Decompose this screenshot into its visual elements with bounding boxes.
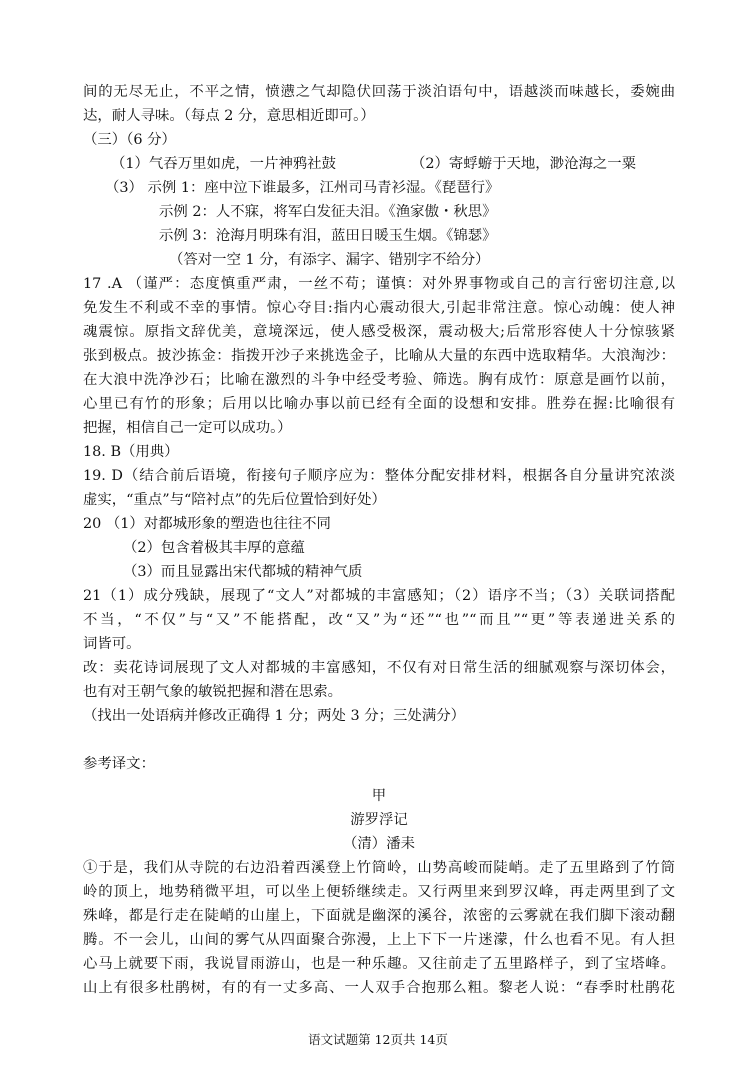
reference-translation-label: 参考译文： xyxy=(83,756,155,772)
translation-line: 岭的顶上，地势稍微平坦，可以坐上便轿继续走。又行两里来到罗汉峰，再走两里到了文 xyxy=(83,884,675,900)
q21-scoring-note: （找出一处语病并修改正确得 1 分；两处 3 分；三处满分） xyxy=(83,708,465,724)
q21-line: 词皆可。 xyxy=(83,636,141,652)
q20-line: （2）包含着极其丰厚的意蕴 xyxy=(123,540,305,556)
q17-line: 免发生不利或不幸的事情。惊心夺目:指内心震动很大,引起非常注意。惊心动魄：使人神 xyxy=(83,300,675,316)
q21-revision-line: 改：卖花诗词展现了文人对都城的丰富感知，不仅有对日常生活的细腻观察与深切体会， xyxy=(83,660,675,676)
q17-line: 张到极点。披沙拣金：指拨开沙子来挑选金子，比喻从大量的东西中选取精华。大浪淘沙： xyxy=(83,348,675,364)
page-footer: 语文试题第 12页共 14页 xyxy=(308,1032,448,1047)
q17-line: 在大浪中洗净沙石；比喻在激烈的斗争中经受考验、筛选。胸有成竹：原意是画竹以前， xyxy=(83,372,675,388)
q17-line: 17 .A （谨严：态度慎重严肃，一丝不苟；谨慎：对外界事物或自己的言行密切注意,以 xyxy=(83,276,675,292)
q17-line: 心里已有竹的形象；后用以比喻办事以前已经有全面的设想和安排。胜券在握:比喻很有 xyxy=(83,396,675,412)
q20-line: （3）而且显露出宋代都城的精神气质 xyxy=(123,564,363,580)
answer-paragraph-line: 间的无尽无止，不平之情，愤懑之气却隐伏回荡于淡泊语句中，语越淡而味越长，委婉曲 xyxy=(83,84,675,100)
section-three-row-1 xyxy=(83,152,675,176)
section-three-heading: （三）（6 分） xyxy=(83,132,176,148)
example-3: 示例 3：沧海月明珠有泪，蓝田日暖玉生烟。《锦瑟》 xyxy=(159,228,497,244)
spacer xyxy=(83,728,675,752)
example-2: 示例 2：人不寐，将军白发征夫泪。《渔家傲・秋思》 xyxy=(159,204,497,220)
passage-part-label: 甲 xyxy=(371,788,387,804)
translation-line: 山上有很多杜鹃树，有的有一丈多高、一人双手合抱那么粗。黎老人说：“春季时杜鹃花 xyxy=(83,980,675,996)
scoring-note: （答对一空 1 分，有添字、漏字、错别字不给分） xyxy=(169,252,490,268)
q17-line: 把握，相信自己一定可以成功。） xyxy=(83,420,292,436)
q21-revision-line: 也有对王朝气象的敏锐把握和潜在思索。 xyxy=(83,684,343,700)
translation-line: 腾。不一会儿，山间的雾气从四面聚合弥漫，上上下下一片迷濛，什么也看不见。有人担 xyxy=(83,932,675,948)
document-page xyxy=(83,80,675,1000)
q17-line: 魂震惊。原指文辞优美，意境深远，使人感受极深，震动极大;后常形容使人十分惊骇紧 xyxy=(83,324,675,340)
q21-line: 21（1）成分残缺，展现了“文人”对都城的丰富感知；（2）语序不当；（3）关联词搭配 xyxy=(83,588,675,604)
translation-line: 殊峰，都是行走在陡峭的山崖上，下面就是幽深的溪谷，浓密的云雾就在我们脚下滚动翻 xyxy=(83,908,675,924)
translation-line: ①于是，我们从寺院的右边沿着西溪登上竹筒岭，山势高峻而陡峭。走了五里路到了竹筒 xyxy=(83,860,675,876)
passage-title: 游罗浮记 xyxy=(350,812,408,828)
q20-line: 20 （1）对都城形象的塑造也往往不同 xyxy=(83,516,331,532)
q21-line: 不当，“不仅”与“又”不能搭配，改“又”为“还”“也”“而且”“更”等表递进关系的 xyxy=(83,612,675,628)
q18-answer: 18. B（用典） xyxy=(83,444,179,460)
q19-line: 虚实，“重点”与“陪衬点”的先后位置恰到好处） xyxy=(83,492,386,508)
answer-item-1: （1）气吞万里如虎，一片神鸦社鼓 xyxy=(111,156,337,172)
translation-line: 心马上就要下雨，我说冒雨游山，也是一种乐趣。又往前走了五里路样子，到了宝塔峰。 xyxy=(83,956,675,972)
passage-author: （清）潘耒 xyxy=(343,836,415,852)
q19-line: 19. D（结合前后语境，衔接句子顺序应为：整体分配安排材料，根据各自分量讲究浓淡 xyxy=(83,468,675,484)
answer-item-3: （3） 示例 1：座中泣下谁最多，江州司马青衫湿。《琵琶行》 xyxy=(105,180,500,196)
answer-item-2: （2）寄蜉蝣于天地，渺沧海之一粟 xyxy=(411,156,637,172)
answer-paragraph-line: 达，耐人寻味。（每点 2 分，意思相近即可。） xyxy=(83,108,375,124)
spacer xyxy=(83,776,675,784)
